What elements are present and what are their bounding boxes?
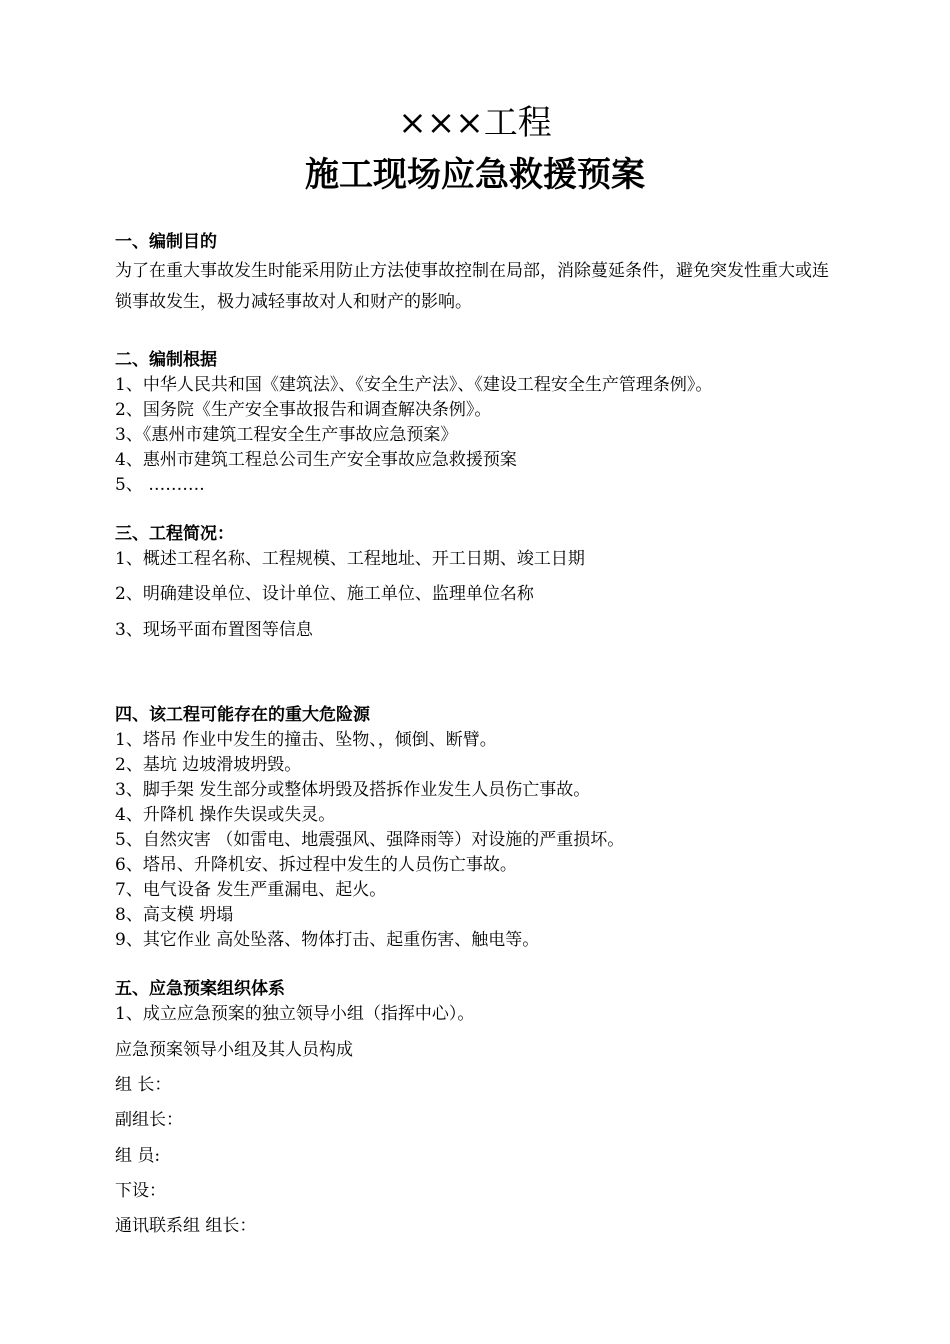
document-title-plan: 施工现场应急救援预案 bbox=[305, 155, 645, 195]
section-heading-hazards: 四、该工程可能存在的重大危险源 bbox=[115, 705, 370, 725]
list-item: 8、高支模 坍塌 bbox=[115, 905, 234, 925]
list-item: 1、概述工程名称、工程规模、工程地址、开工日期、竣工日期 bbox=[115, 549, 585, 569]
list-item: 副组长： bbox=[115, 1110, 183, 1130]
list-item: 4、惠州市建筑工程总公司生产安全事故应急救援预案 bbox=[115, 450, 517, 470]
list-item: 7、电气设备 发生严重漏电、起火。 bbox=[115, 880, 387, 900]
list-item: 2、国务院《生产安全事故报告和调查解决条例》。 bbox=[115, 400, 492, 420]
section-heading-basis: 二、编制根据 bbox=[115, 350, 217, 370]
list-item: 4、升降机 操作失误或失灵。 bbox=[115, 805, 336, 825]
list-item: 1、成立应急预案的独立领导小组（指挥中心）。 bbox=[115, 1004, 475, 1024]
purpose-paragraph: 为了在重大事故发生时能采用防止方法使事故控制在局部，消除蔓延条件，避免突发性重大或连锁事故发生，极力减轻事故对人和财产的影响。 bbox=[115, 261, 829, 312]
list-item: 通讯联系组 组长： bbox=[115, 1216, 257, 1236]
list-item: 1、中华人民共和国《建筑法》、《安全生产法》、《建设工程安全生产管理条例》。 bbox=[115, 375, 713, 395]
list-item: 2、明确建设单位、设计单位、施工单位、监理单位名称 bbox=[115, 584, 534, 604]
list-item: 3、《惠州市建筑工程安全生产事故应急预案》 bbox=[115, 425, 458, 445]
list-item: 5、 ………. bbox=[115, 475, 205, 495]
list-item: 5、自然灾害 （如雷电、地震强风、强降雨等）对设施的严重损坏。 bbox=[115, 830, 625, 850]
list-item: 6、塔吊、升降机安、拆过程中发生的人员伤亡事故。 bbox=[115, 855, 517, 875]
section-heading-purpose: 一、编制目的 bbox=[115, 232, 217, 252]
section-heading-organization: 五、应急预案组织体系 bbox=[115, 979, 285, 999]
list-item: 组 长： bbox=[115, 1075, 172, 1095]
list-item: 3、脚手架 发生部分或整体坍毁及搭拆作业发生人员伤亡事故。 bbox=[115, 780, 591, 800]
list-item: 下设： bbox=[115, 1181, 166, 1201]
document-title-project: ×××工程 bbox=[398, 103, 552, 143]
section-heading-overview: 三、工程简况： bbox=[115, 524, 234, 544]
list-item: 9、其它作业 高处坠落、物体打击、起重伤害、触电等。 bbox=[115, 930, 540, 950]
list-item: 2、基坑 边坡滑坡坍毁。 bbox=[115, 755, 302, 775]
list-item: 1、塔吊 作业中发生的撞击、坠物、，倾倒、断臂。 bbox=[115, 730, 497, 750]
list-item: 3、现场平面布置图等信息 bbox=[115, 620, 313, 640]
list-item: 组 员: bbox=[115, 1146, 161, 1166]
list-item: 应急预案领导小组及其人员构成 bbox=[115, 1040, 353, 1060]
